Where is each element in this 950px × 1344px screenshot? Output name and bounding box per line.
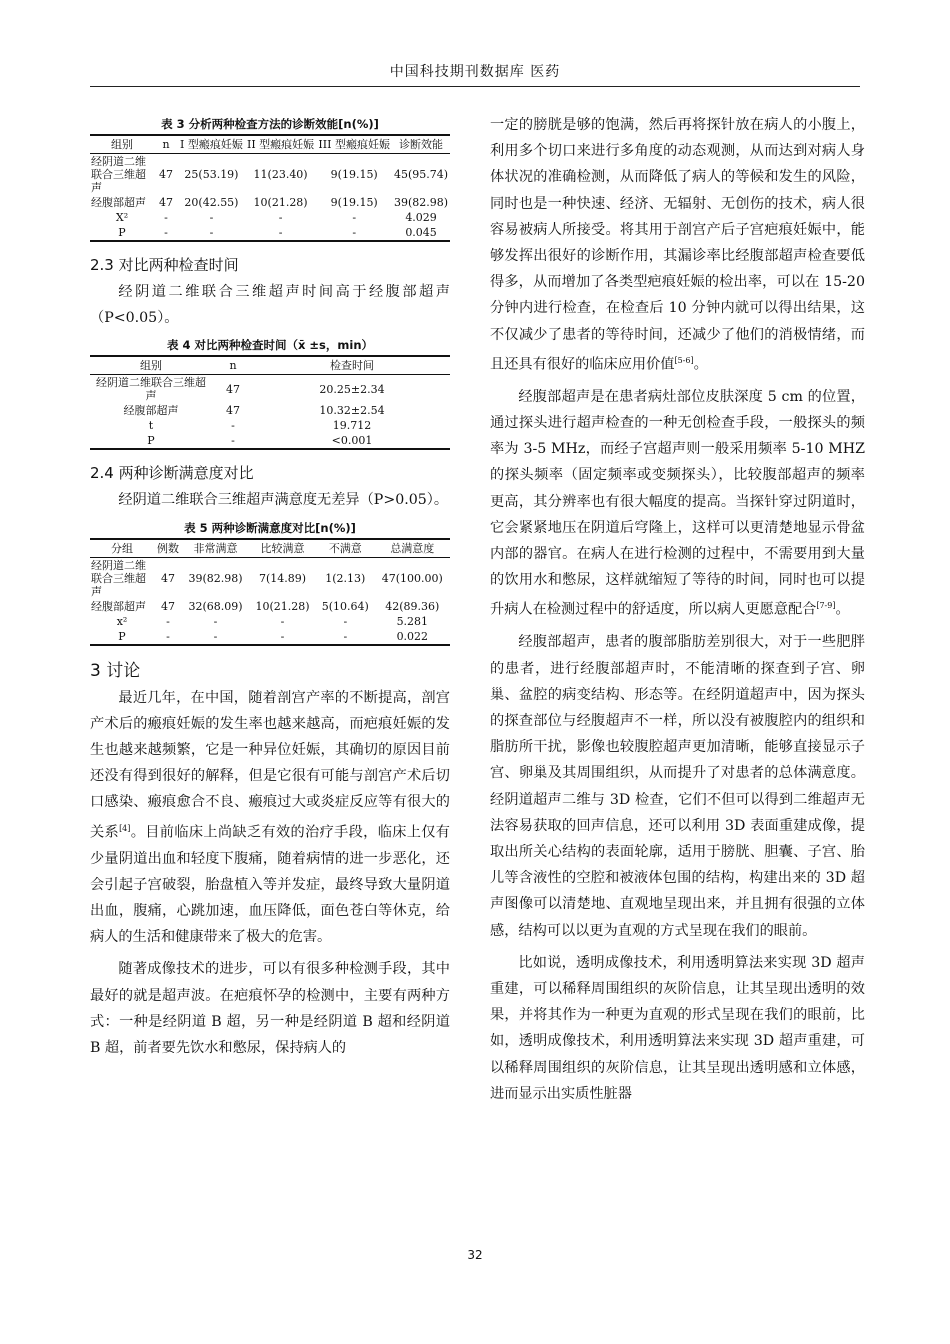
table-cell: 5(10.64) <box>321 599 369 613</box>
table-cell: X² <box>115 211 129 224</box>
discussion-paragraph <box>490 384 865 624</box>
table-cell: - <box>278 211 283 224</box>
section-2-4-text: 经阴道二维联合三维超声满意度无差异（P>0.05）。 <box>118 492 449 509</box>
table-cell: x² <box>116 614 128 628</box>
table-cell: 0.045 <box>405 226 437 239</box>
table-cell: 20(42.55) <box>184 196 239 209</box>
table-cell: - <box>231 434 235 448</box>
table-cell: - <box>164 211 168 224</box>
table3-col-header: II 型瘢痕妊娠 <box>245 135 316 154</box>
table3-col-header: I 型瘢痕妊娠 <box>178 135 245 154</box>
table-cell: 经腹部超声 <box>91 599 146 613</box>
paragraph-text: 一定的膀胱是够的饱满，然后再将探针放在病人的小腹上，利用多个切口来进行多角度的动态观测，从而达到对病人身体状况的准确检测，从而降低了病人的等候和发生的风险，同时也是一种快速、经济、无辐射、无创伤的技术，病人很容易被病人所接受。将其用于剖宫产后子宫疤痕妊娠中，能够发挥出很好的诊断作用，其漏诊率比经腹部超声检查要低得多，从而增加了各类型疤痕妊娠的检出率，可以在 15-20 分钟内进行检查，在检查后 10 分钟内就可以得出结果，这不仅减少了患者的等待时间，还减少了他们的消极情绪，而且还具有很好的临床应用价值 <box>490 117 865 373</box>
table5-col-header: 不满意 <box>316 539 375 558</box>
table-cell: 4.029 <box>405 211 437 224</box>
table-cell: - <box>213 614 218 628</box>
table3-col-header: III 型瘢痕妊娠 <box>316 135 392 154</box>
table5 <box>90 538 450 646</box>
table-row <box>90 195 450 210</box>
running-header: 中国科技期刊数据库 医药 <box>90 58 860 87</box>
table4-caption: 表 4 对比两种检查时间（x̄ ±s，min） <box>166 338 374 353</box>
paragraph-text: 经腹部超声是在患者病灶部位皮肤深度 5 cm 的位置，通过探头进行超声检查的一种无创检查手段，一般探头的频率为 3-5 MHz，而经子宫超声则一般采用频率 5-10 MHZ 的探头频率（固定频率或变频探头），比较腹部超声的频率更高，其分辨率也有很大幅度的提高。当探针穿过阴道时，它会紧紧地压在阴道后穹隆上，这样可以更清楚地显示骨盆内部的器官。在病人在进行检测的过程中，不需要用到大量的饮用水和憋尿，这样就缩短了等待的时间，同时也可以提升病人在检测过程中的舒适度，所以病人更愿意配合 <box>490 388 865 619</box>
table-cell: - <box>352 226 357 239</box>
section-2-3-heading: 2.3 对比两种检查时间 <box>90 256 239 274</box>
table-cell: 0.022 <box>396 629 429 643</box>
table-row <box>90 418 450 433</box>
table-cell: - <box>280 614 285 628</box>
citation-ref: [4] <box>119 823 131 833</box>
left-column <box>90 112 450 1067</box>
section-3-heading: 3 讨论 <box>90 660 141 681</box>
table-cell: 19.712 <box>332 419 372 433</box>
table-cell: 经阴道二维联合三维超声 <box>96 376 206 403</box>
table-cell: - <box>343 614 348 628</box>
paragraph-text: 。 <box>693 356 708 373</box>
table-cell: 47 <box>226 404 240 418</box>
table5-col-header: 总满意度 <box>375 539 450 558</box>
table4 <box>90 355 450 450</box>
table-row <box>90 403 450 418</box>
table-row <box>90 210 450 225</box>
table-cell: P <box>118 226 126 239</box>
table3-header-row <box>90 135 450 154</box>
table-row <box>90 557 450 599</box>
citation-ref: [7-9] <box>816 601 836 611</box>
table-cell: 1(2.13) <box>325 571 366 585</box>
table-cell: 5.281 <box>396 614 429 628</box>
table-cell: P <box>147 434 155 448</box>
table-row <box>90 614 450 629</box>
table-cell: 32(68.09) <box>188 599 243 613</box>
discussion-paragraph: 经腹部超声，患者的腹部脂肪差别很大，对于一些肥胖的患者，进行经腹部超声时，不能清晰的探查到子宫、卵巢、盆腔的病变结构、形态等。在经阴道超声中，因为探头的探查部位与经腹超声不一样，所以没有被腹腔内的组织和脂肪所干扰，影像也较腹腔超声更加清晰，能够直接显示子宫、卵巢及其周围组织，从而提升了对患者的总体满意度。经阴道超声二维与 3D 检查，它们不但可以得到二维超声无法容易获取的回声信息，还可以利用 3D 表面重建成像，提取出所关心结构的表面轮廓，适用于膀胱、胆囊、子宫、胎儿等含液性的空腔和被液体包围的结构，构建出来的 3D 超声图像可以清楚地、直观地呈现出来，并且拥有很强的立体感，结构可以以更为直观的方式呈现在我们的眼前。 <box>490 634 865 939</box>
table-cell: - <box>231 419 235 433</box>
paragraph-text: 。目前临床上尚缺乏有效的治疗手段，临床上仅有少量阴道出血和轻度下腹痛，随着病情的进一步恶化，还会引起子宫破裂，胎盘植入等并发症，最终导致大量阴道出血，腹痛，心跳加速，血压降低，面色苍白等休克，给病人的生活和健康带来了极大的危害。 <box>90 824 450 946</box>
table-row <box>90 599 450 614</box>
table-row <box>90 433 450 449</box>
table-cell: 经腹部超声 <box>91 196 146 209</box>
table-cell: - <box>209 226 214 239</box>
citation-ref: [5-6] <box>674 355 694 365</box>
table5-col-header: 例数 <box>154 539 182 558</box>
table-cell: 47(100.00) <box>381 571 443 585</box>
table5-col-header: 非常满意 <box>182 539 249 558</box>
table-cell: - <box>352 211 357 224</box>
table5-col-header: 分组 <box>90 539 154 558</box>
section-2-4-heading: 2.4 两种诊断满意度对比 <box>90 464 254 483</box>
table5-col-header: 比较满意 <box>249 539 316 558</box>
table-cell: 9(19.15) <box>330 168 378 181</box>
table-cell: 10(21.28) <box>253 196 308 209</box>
table-cell: 47 <box>226 382 240 396</box>
table-cell: - <box>166 629 170 643</box>
table-cell: 39(82.98) <box>394 196 449 209</box>
table-cell: - <box>280 629 285 643</box>
table3-caption: 表 3 分析两种检查方法的诊断效能[n(%)] <box>161 117 379 131</box>
table-cell: <0.001 <box>331 434 373 448</box>
discussion-paragraph <box>90 685 450 951</box>
table-cell: t <box>148 419 154 433</box>
right-column <box>490 112 865 1113</box>
table-cell: 经腹部超声 <box>123 404 179 418</box>
table-cell: 20.25±2.34 <box>319 382 385 396</box>
section-2-3-text: 经阴道二维联合三维超声时间高于经腹部超声（P<0.05）。 <box>90 284 450 327</box>
table5-caption: 表 5 两种诊断满意度对比[n(%)] <box>184 520 356 535</box>
table-cell: 45(95.74) <box>394 168 449 181</box>
table-cell: 47 <box>159 196 173 209</box>
table-cell: - <box>166 614 170 628</box>
paragraph-text: 最近几年，在中国，随着剖宫产率的不断提高，剖宫产术后的瘢痕妊娠的发生率也越来越高，而疤痕妊娠的发生也越来越频繁，它是一种异位妊娠，其确切的原因目前还没有得到很好的解释，但是它很有可能与剖宫产术后切口感染、瘢痕愈合不良、瘢痕过大或炎症反应等有很大的关系 <box>90 689 450 841</box>
table-cell: P <box>118 629 126 643</box>
table-row <box>90 629 450 645</box>
table-cell: - <box>164 226 168 239</box>
table3-col-header: 组别 <box>90 135 154 154</box>
table4-header-row <box>90 356 450 375</box>
page-number: 32 <box>467 1248 483 1262</box>
table-cell: 39(82.98) <box>188 571 243 585</box>
table-cell: - <box>213 629 218 643</box>
table-cell: 42(89.36) <box>385 599 440 613</box>
table4-col-header: 检查时间 <box>254 356 450 375</box>
table-cell: 25(53.19) <box>184 168 239 181</box>
table-row <box>90 154 450 196</box>
table3 <box>90 134 450 242</box>
discussion-paragraph: 随著成像技术的进步，可以有很多种检测手段，其中最好的就是超声波。在疤痕怀孕的检测中，主要有两种方式：一种是经阴道 B 超，另一种是经阴道 B 超和经阴道 B 超，前者要先饮水和憋尿，保持病人的 <box>90 961 450 1056</box>
table-cell: 9(19.15) <box>330 196 378 209</box>
table-cell: - <box>209 211 214 224</box>
table-cell: 47 <box>159 168 173 181</box>
table-row <box>90 375 450 404</box>
table-cell: 10.32±2.54 <box>319 404 385 418</box>
table5-header-row <box>90 539 450 558</box>
table3-col-header: 诊断效能 <box>392 135 450 154</box>
table4-col-header: 组别 <box>90 356 212 375</box>
discussion-paragraph <box>490 112 865 378</box>
paragraph-text: 。 <box>835 602 850 619</box>
table-cell: 11(23.40) <box>253 168 308 181</box>
table-row <box>90 225 450 241</box>
table-cell: - <box>278 226 283 239</box>
discussion-paragraph: 比如说，透明成像技术，利用透明算法来实现 3D 超声重建，可以稀释周围组织的灰阶信息，让其呈现出透明的效果，并将其作为一种更为直观的形式呈现在我们的眼前，比如，透明成像技术，利用透明算法来实现 3D 超声重建，可以稀释周围组织的灰阶信息，让其呈现出透明感和立体感，进而显示出实质性脏器 <box>490 954 865 1102</box>
table-cell: 10(21.28) <box>255 599 310 613</box>
table-cell: - <box>343 629 348 643</box>
table-cell: 7(14.89) <box>258 571 307 585</box>
table-cell: 47 <box>161 599 175 613</box>
table-cell: 47 <box>161 571 175 585</box>
table4-col-header: n <box>212 356 254 375</box>
table-cell: 经阴道二维联合三维超声 <box>91 155 146 194</box>
table3-col-header: n <box>154 135 178 154</box>
table-cell: 经阴道二维联合三维超声 <box>91 558 146 598</box>
